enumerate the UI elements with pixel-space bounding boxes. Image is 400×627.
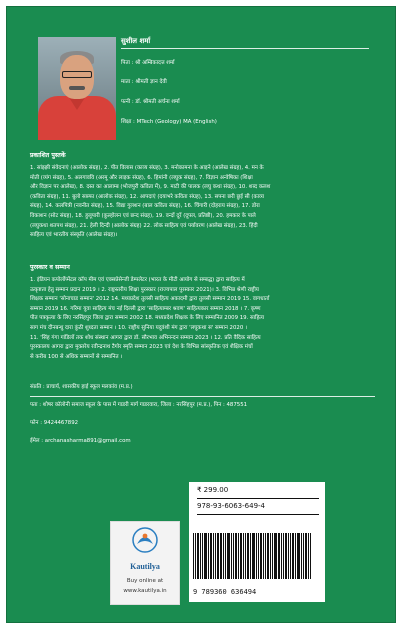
awards-line: उत्कृष्टता हेतु सम्मान प्रदान 2019 । 2. राष्ट्रस्तरीय शिक्षा पुरस्कार (राज्यपाल पुरस्कार 2021)। 3. विभिन्न श्रेणी राष्ट्रीय bbox=[30, 286, 259, 293]
name-underline bbox=[121, 48, 369, 49]
awards-line: 1. इंडियन कपोर्लोप्मेंटल कॉप मीम एवं एक्सप्रेसेन्जी डेम्पलेटर (भारत के मीटी आयोग से सम्बद्ध) द्वारा साहित्य में bbox=[30, 277, 245, 283]
published-line: साहित्य एवं भारतीय संस्कृति (आलेख संग्रह)। bbox=[30, 232, 118, 239]
published-heading: प्रकाशित पुस्तकें bbox=[30, 152, 66, 159]
publisher-logo-box bbox=[110, 521, 180, 605]
phone-line: फोन : 9424467892 bbox=[30, 420, 79, 426]
barcode-number: 9 789360 636494 bbox=[193, 588, 257, 596]
price-text: ₹ 299.00 bbox=[197, 486, 229, 494]
awards-line: पुरस्कालय आगरा द्वारा मुक्तरेय रवीन्द्रनाथ टैगोर स्मृति सम्मान 2023 एवं देश के विभिन्न सांस्कृतिक एवं शैक्षिक मंचों bbox=[30, 344, 253, 351]
published-line: (लघुकथा शतपथ संग्रह), 21. हेली दिन्दी (आलोक संग्रह) 22. लोक साहित्य एवं पर्यावरण (आलेख संग्रह), 23. हिंदी bbox=[30, 222, 258, 229]
occupation-line: संप्रति : प्राचार्य, शासकीय हाई स्कूल मलकांव (म.प्र.) bbox=[30, 384, 133, 390]
published-list bbox=[30, 164, 375, 241]
author-name: सुशील शर्मा bbox=[121, 37, 151, 45]
awards-line: पीत पत्रकृत्या के लिए नरसिंहपुर जिला द्वारा सम्मान 2002 18. मध्यप्रदेश शिक्षक के लिए सम्मानित 2009 19. साहित्य bbox=[30, 315, 264, 322]
education-line: शिक्षा : MTech (Geology) MA (English) bbox=[121, 119, 217, 125]
published-line: संग्रह), 14. कलपित्री (नवनीत संग्रह), 15. विद्या गुलशन (बाल कविता संग्रह), 16. चिंगारी (दोहराय संग्रह), 17. डोरा bbox=[30, 203, 260, 210]
publisher-logo-text: Kautilya bbox=[130, 562, 160, 571]
awards-line: 11. 'सिंह गंगा गांडिलों तक शोध संस्थान आगरा द्वारा डॉ. सौरभाव अभिनन्दन सम्मान 2023 । 12. प्रति वैदिक साहित्य bbox=[30, 334, 261, 341]
contact-divider bbox=[30, 396, 375, 397]
awards-line: साग मंच दीनबन्धु दारा कुंठी शुध्दता सम्मान । 10. राष्ट्रीय सुनिया यदुवंशी मंग द्वारा 'लघुकथा स' सम्मान 2020 । bbox=[30, 324, 248, 331]
father-line: पिता : श्री अम्बिकादत्त शर्मा bbox=[121, 60, 175, 66]
published-line: (कविता संग्रह), 11. बुलो सफ़्फा (आलोक संग्रह), 12. आपदाएं (दयाभरे कविता संग्रह), 13. सपना छरी छुई सी (काव्य bbox=[30, 193, 264, 200]
published-line: 1. सांझ्झी संवेदनाएं (आलोक संग्रह), 2. पीत विलास (काव्य संग्रह), 3. मनोकामना के आइने (आलेख संग्रह), 4. मन के bbox=[30, 165, 264, 171]
published-line: और विज्ञान पर आलेख), 8. दस्त का आलाम्ब (भोजपुरी कविता में), 9. माटी की पालक (लघु कथा संग्रह), 10. शब्द कलश bbox=[30, 184, 271, 191]
awards-line: शिक्षक सम्मान 'सोनाचाड सम्मान' 2012 14. मध्यप्रदेश तुलसी साहित्य अकादमी द्वारा तुलसी सम्मान 2019 15. वागधार्ता bbox=[30, 296, 270, 303]
wife-line: पत्नी : डॉ. श्रीमती अर्चना शर्मा bbox=[121, 99, 180, 105]
email-line: ईमेल : archanasharma891@gmail.com bbox=[30, 438, 131, 444]
published-line: विकाशन (सोट संग्रह), 18. हुलूपारी (कुल्होलन एवं छन्द संग्रह), 19. वन्दों दूरें (दूपल, प्रतिष्ठी), 20. हमकार के पाले bbox=[30, 212, 256, 219]
awards-line: से करीब 100 से अधिक सम्मानों से सम्मानित । bbox=[30, 353, 123, 360]
publisher-url[interactable]: www.kautilya.in bbox=[123, 588, 167, 594]
address-line: पता : शोषर कॉलोनी समाज स्कूल के पास में गाडरी मार्ग गाडरवारा, जिला : नरसिंहपुर (म.प्र.), पिन : 487551 bbox=[30, 402, 248, 408]
published-line: मोती (व्यंग संग्रह), 5. अलगाववि (अरमू और लाइक संग्रह), 6. हिमांनी (लघुक संग्रह), 7. विज्ञान अन्वेषिका (शिक्षा bbox=[30, 174, 253, 181]
mother-line: माता : श्रीमती ज्ञान देवी bbox=[121, 79, 167, 85]
author-photo bbox=[38, 37, 116, 140]
awards-list bbox=[30, 276, 375, 362]
barcode-icon bbox=[193, 533, 321, 579]
back-cover bbox=[6, 6, 396, 623]
awards-line: सम्मान 2019 16. गरिमा युवा साहित्य मंच नई दिल्ली द्वारा 'साहित्याम्बर श्रवण' साहित्यकार सम्मान 2018 । 7. कृष्ण bbox=[30, 305, 261, 312]
isbn-text: 978-93-6063-649-4 bbox=[197, 502, 266, 510]
buy-online-text: Buy online at bbox=[126, 578, 164, 584]
kautilya-logo-icon bbox=[111, 524, 179, 564]
awards-heading: पुरस्कार व सम्मान bbox=[30, 264, 70, 271]
